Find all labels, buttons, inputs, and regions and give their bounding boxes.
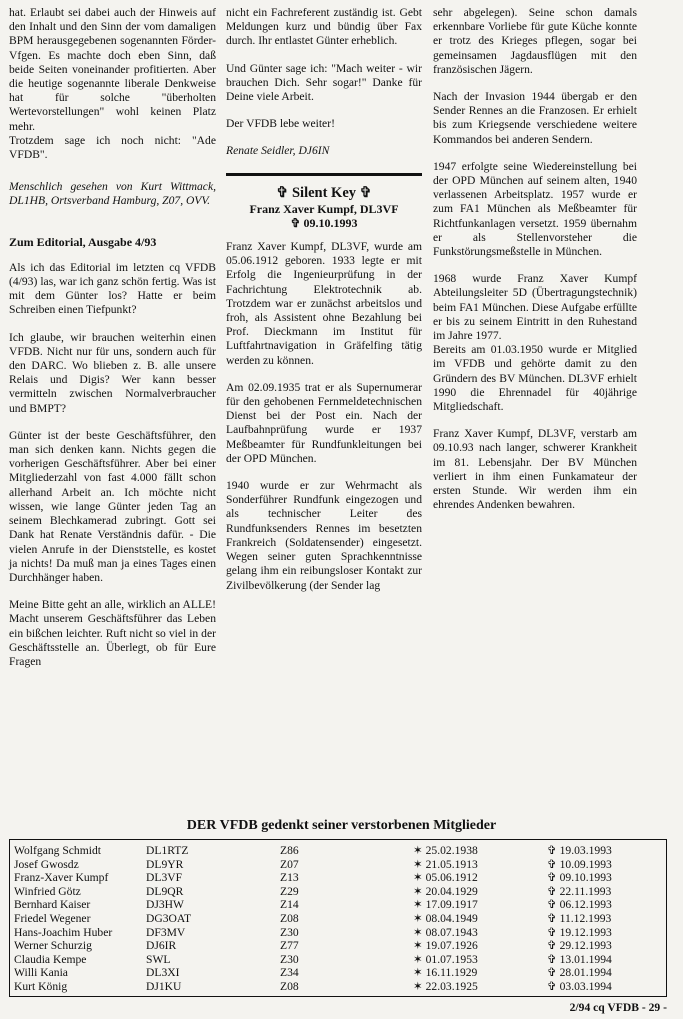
member-birth-date: ✶ 01.07.1953 <box>413 952 478 966</box>
member-callsign: DL9YR <box>146 857 184 871</box>
member-birth-date: ✶ 19.07.1926 <box>413 939 478 953</box>
member-birth-date: ✶ 08.07.1943 <box>413 925 478 939</box>
paragraph: Am 02.09.1935 trat er als Supernumerar für den gehobenen Fernmeldetechnischen Dienst bei der Post ein. Nach der Laufbahnprüfung wurde er 1937 Meßbeamter für Rundfunkleitungen bei der OPD München. <box>226 380 422 465</box>
member-callsign: DL9QR <box>146 884 184 898</box>
member-dok: Z07 <box>280 857 299 871</box>
member-dok: Z77 <box>280 939 299 953</box>
paragraph: 1940 wurde er zur Wehrmacht als Sonderführer Rundfunk eingezogen und als technischer Leiter des Rundfunksenders Rennes im besetzten Frankreich (Soldatensender) eingesetzt. Wegen seiner guten Sprachkenntnisse gelang ihm ein reibungsloser Kontakt zur Zivilbevölkerung (der Sender lag <box>226 479 422 592</box>
member-dok: Z29 <box>280 884 299 898</box>
section-divider <box>226 173 422 176</box>
table-row <box>10 858 666 871</box>
table-row <box>10 939 666 952</box>
silent-key-title: ✞ Silent Key ✞ <box>276 184 372 201</box>
table-row <box>10 912 666 925</box>
letter-signature: Renate Seidler, DJ6IN <box>226 144 330 158</box>
member-name: Willi Kania <box>14 966 68 980</box>
paragraph: Bereits am 01.03.1950 wurde er Mitglied im VFDB und gehörte damit zu den Gründern des BV München. DL3VF erhielt 1990 die Ehrennadel für 40jährige Mitgliedschaft. <box>433 343 637 414</box>
member-death-date: ✞ 22.11.1993 <box>547 884 612 898</box>
paragraph: 1968 wurde Franz Xaver Kumpf Abteilungsleiter 5D (Übertragungstechnik) beim FA1 München. Diese Aufgabe erfüllte er bis zu seinem Eintritt in den Ruhestand im Jahre 1977. <box>433 272 637 343</box>
paragraph: Ich glaube, wir brauchen weiterhin einen VFDB. Nicht nur für uns, sondern auch für den DARC. Wo blieben z. B. alle unsere Relais und Digis? Wer kann besser vermitteln zwischen Normalverbraucher und BMPT? <box>9 330 216 415</box>
table-row <box>10 844 666 857</box>
paragraph: Als ich das Editorial im letzten cq VFDB (4/93) las, war ich ganz schön fertig. Was ist mit dem Günter los? Hatte er beim Schreiben einen Tiefpunkt? <box>9 260 216 317</box>
member-death-date: ✞ 10.09.1993 <box>547 857 612 871</box>
section-heading: Zum Editorial, Ausgabe 4/93 <box>9 234 157 249</box>
member-death-date: ✞ 06.12.1993 <box>547 898 612 912</box>
member-callsign: DJ1KU <box>146 980 182 993</box>
table-row <box>10 966 666 979</box>
member-birth-date: ✶ 05.06.1912 <box>413 871 478 885</box>
column-2 <box>226 6 422 606</box>
paragraph: Günter ist der beste Geschäftsführer, den man sich denken kann. Nichts gegen die vorherigen Geschäftsführer. Aber bei einer Mitgliederzahl von fast 4.000 fällt schon allerhand Arbeit an. Ich möchte nicht wissen, wie lange Günter jeden Tag an seinem Blechkamerad zubringt. Gott sei Dank hat Renate Verständnis dafür. - Die vielen Anrufe in der Dienststelle, es kostet ja nichts! Da muß man ja eines Tages einen Durchhänger haben. <box>9 428 216 584</box>
member-birth-date: ✶ 22.03.1925 <box>413 980 478 993</box>
member-dok: Z08 <box>280 980 299 993</box>
member-callsign: DL1RTZ <box>146 844 189 857</box>
silent-key-date: ✞ 09.10.1993 <box>290 215 358 230</box>
member-dok: Z08 <box>280 912 299 925</box>
member-callsign: SWL <box>146 952 171 966</box>
member-dok: Z14 <box>280 898 299 912</box>
page-footer: 2/94 cq VFDB - 29 - <box>569 1001 667 1014</box>
member-death-date: ✞ 19.03.1993 <box>547 844 612 857</box>
paragraph: hat. Erlaubt sei dabei auch der Hinweis auf den Inhalt und den Sinn der vom damaligen BPM herausgegebenen sogenannten Förder-Vfgen. Es machte doch eben Sinn, daß beide Seiten voneinander profitierten. Aber die heutige sogenannte liberale Denkweise hat für solche "überholten Wertevorstellungen" wohl keinen Platz mehr. <box>9 6 216 133</box>
member-name: Wolfgang Schmidt <box>14 844 101 857</box>
member-dok: Z30 <box>280 925 299 939</box>
table-row <box>10 871 666 884</box>
member-callsign: DJ3HW <box>146 898 184 912</box>
member-death-date: ✞ 19.12.1993 <box>547 925 612 939</box>
member-name: Franz-Xaver Kumpf <box>14 871 109 885</box>
member-callsign: DG3OAT <box>146 912 192 925</box>
member-death-date: ✞ 28.01.1994 <box>547 966 612 980</box>
member-name: Friedel Wegener <box>14 912 91 925</box>
letter-signature: Menschlich gesehen von Kurt Wittmack, DL1HB, Ortsverband Hamburg, Z07, OVV. <box>9 180 216 208</box>
member-death-date: ✞ 09.10.1993 <box>547 871 612 885</box>
table-row <box>10 953 666 966</box>
member-name: Werner Schurzig <box>14 939 92 953</box>
member-name: Winfried Götz <box>14 884 81 898</box>
table-row <box>10 898 666 911</box>
member-birth-date: ✶ 17.09.1917 <box>413 898 478 912</box>
member-callsign: DJ6IR <box>146 939 177 953</box>
paragraph: 1947 erfolgte seine Wiedereinstellung bei der OPD München auf seinem alten, 1940 verlassenen Arbeitsplatz. 1957 wurde er zum FA1 München als Meßbeamter für Richtfunkanlagen versetzt. 1959 übernahm er als Stellenvorsteher die Funkstörungsmeßstelle in München. <box>433 159 637 259</box>
memorial-table <box>9 839 667 997</box>
table-row <box>10 926 666 939</box>
paragraph: sehr abgelegen). Seine schon damals erkennbare Vorliebe für gute Küche konnte er trotz des Krieges pflegen, sogar bei gemeinsamen Jagdausflügen mit den französischen Jägern. <box>433 6 637 76</box>
column-3 <box>433 6 637 526</box>
memorial-heading: DER VFDB gedenkt seiner verstorbenen Mitglieder <box>186 818 497 833</box>
member-name: Kurt König <box>14 980 68 993</box>
table-row <box>10 885 666 898</box>
member-birth-date: ✶ 08.04.1949 <box>413 912 478 925</box>
paragraph: Franz Xaver Kumpf, DL3VF, verstarb am 09.10.93 nach langer, schwerer Krankheit im 81. Lebensjahr. Der BV München verliert in ihm einen Funkamateur der ersten Stunde. Wir werden ihm ein ehrendes Andenken bewahren. <box>433 427 637 512</box>
member-dok: Z86 <box>280 844 299 857</box>
member-callsign: DL3VF <box>146 871 183 885</box>
member-name: Claudia Kempe <box>14 952 87 966</box>
paragraph: Franz Xaver Kumpf, DL3VF, wurde am 05.06.1912 geboren. 1933 legte er mit Erfolg die Ingenieurprüfung in der Fachrichtung Elektrotechnik ab. Trotzdem war er zunächst arbeitslos und froh, als Assistent ohne Bezahlung bei Prof. Dieckmann im Institut für Luftfahrtnavigation in Gräfelfing tätig werden zu können. <box>226 240 422 367</box>
paragraph: Nach der Invasion 1944 übergab er den Sender Rennes an die Franzosen. Er erhielt bis zum Kriegsende verschiedene weitere Kommandos bei anderen Sendern. <box>433 90 637 146</box>
member-birth-date: ✶ 16.11.1929 <box>413 966 478 980</box>
member-name: Bernhard Kaiser <box>14 898 91 912</box>
paragraph: Und Günter sage ich: "Mach weiter - wir brauchen Dich. Sehr sogar!" Danke für Deine viele Arbeit. <box>226 61 422 104</box>
paragraph: Der VFDB lebe weiter! <box>226 117 335 131</box>
member-dok: Z34 <box>280 966 299 980</box>
member-name: Hans-Joachim Huber <box>14 925 113 939</box>
paragraph: nicht ein Fachreferent zuständig ist. Gebt Meldungen kurz und bündig über Fax durch. Ihr entlastet Günter erheblich. <box>226 6 422 48</box>
member-dok: Z13 <box>280 871 299 885</box>
column-1 <box>9 6 216 682</box>
member-name: Josef Gwosdz <box>14 857 79 871</box>
paragraph: Trotzdem sage ich noch nicht: "Ade VFDB". <box>9 133 216 162</box>
member-callsign: DL3XI <box>146 966 180 980</box>
member-death-date: ✞ 03.03.1994 <box>547 980 612 993</box>
silent-key-name: Franz Xaver Kumpf, DL3VF <box>249 201 399 216</box>
member-death-date: ✞ 11.12.1993 <box>547 912 612 925</box>
member-death-date: ✞ 29.12.1993 <box>547 939 612 953</box>
member-dok: Z30 <box>280 952 299 966</box>
member-callsign: DF3MV <box>146 925 186 939</box>
member-death-date: ✞ 13.01.1994 <box>547 952 612 966</box>
member-birth-date: ✶ 25.02.1938 <box>413 844 478 857</box>
member-birth-date: ✶ 21.05.1913 <box>413 857 478 871</box>
member-birth-date: ✶ 20.04.1929 <box>413 884 478 898</box>
table-row <box>10 980 666 993</box>
paragraph: Meine Bitte geht an alle, wirklich an ALLE! Macht unserem Geschäftsführer das Leben ein bißchen leichter. Ruft nicht so viel in der Geschäftsstelle an. Überlegt, ob für Eure Fragen <box>9 598 216 668</box>
